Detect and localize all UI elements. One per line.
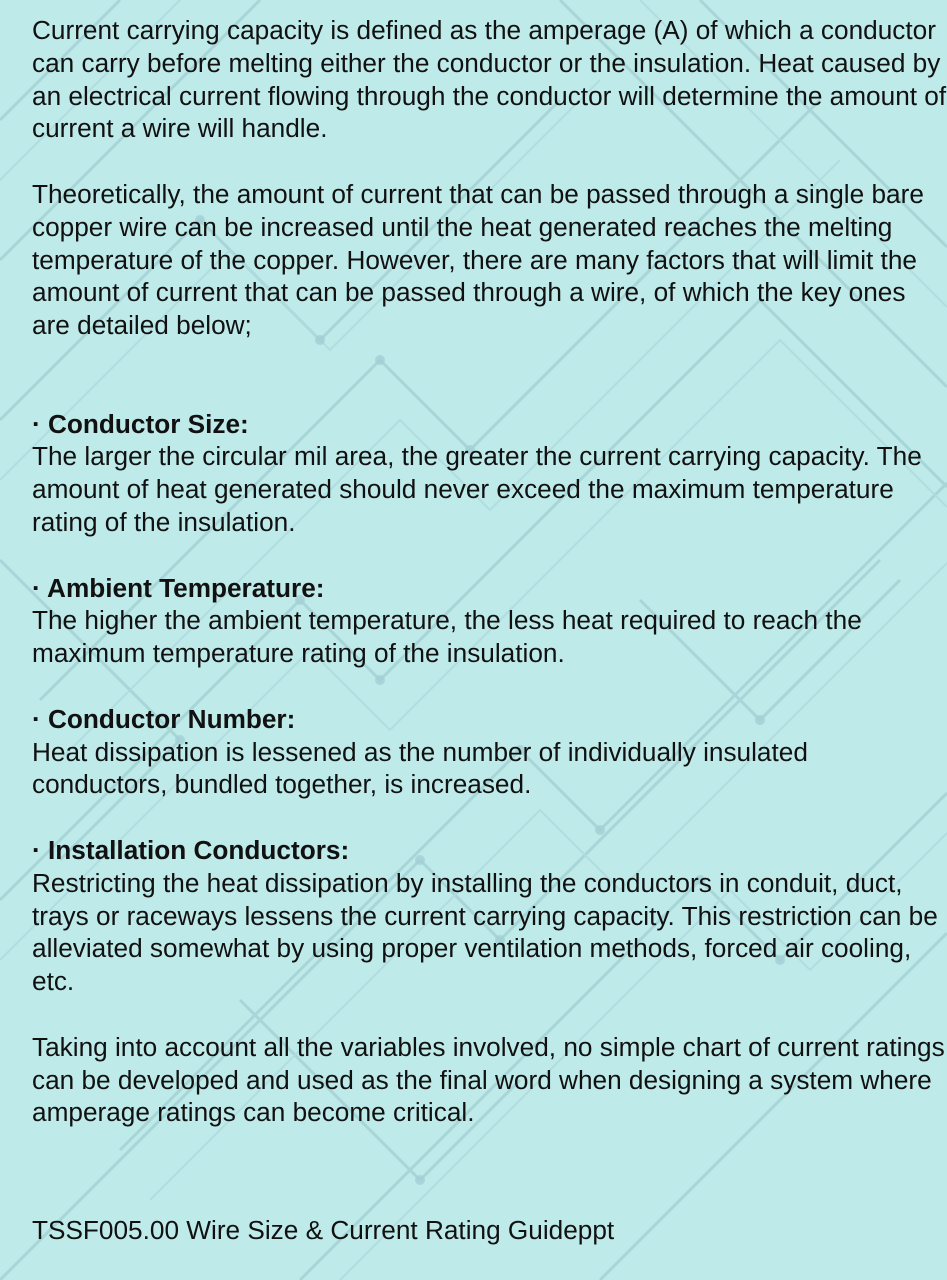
bullet-dot: · (32, 703, 41, 734)
factor-heading (32, 703, 947, 736)
footer-label: TSSF005.00 Wire Size & Current Rating Guideppt (32, 1215, 615, 1245)
factor-title: Conductor Number: (48, 703, 296, 734)
theory-paragraph: Theoretically, the amount of current that can be passed through a single bare copper wire can be increased until the heat generated reaches the melting temperature of the copper. However, there are many factors that will limit the amount of current that can be passed through a wire, of which the key ones are detailed below; (32, 178, 924, 341)
conclusion-paragraph: Taking into account all the variables involved, no simple chart of current ratings can be developed and used as the final word when designing a system where amperage ratings can become critical. (32, 1031, 945, 1128)
factor-title: Conductor Size: (48, 408, 249, 439)
factor-heading (32, 572, 947, 605)
intro-paragraph: Current carrying capacity is defined as the amperage (A) of which a conductor can carry before melting either the conductor or the insulation. Heat caused by an electrical current flowing through the conductor will determine the amount of current a wire will handle. (32, 15, 947, 144)
factor-title: Ambient Temperature: (47, 572, 325, 603)
factor-installation-conductors (32, 834, 947, 998)
bullet-dot: · (32, 408, 41, 439)
factor-body: Restricting the heat dissipation by installing the conductors in conduit, duct, trays or raceways lessens the current carrying capacity. This restriction can be alleviated somewhat by using proper ventilation methods, forced air cooling, etc. (32, 867, 938, 997)
bullet-dot: · (32, 572, 41, 603)
factor-body: Heat dissipation is lessened as the number of individually insulated conductors, bundled together, is increased. (32, 736, 808, 800)
factor-body: The larger the circular mil area, the greater the current carrying capacity. The amount of heat generated should never exceed the maximum temperature rating of the insulation. (32, 441, 922, 537)
factor-ambient-temperature (32, 572, 947, 670)
factor-body: The higher the ambient temperature, the less heat required to reach the maximum temperature rating of the insulation. (32, 605, 862, 669)
document-body (32, 14, 947, 1129)
factor-heading (32, 408, 947, 441)
factor-heading (32, 834, 947, 867)
bullet-dot: · (32, 834, 41, 865)
factor-conductor-number (32, 703, 947, 801)
factor-conductor-size (32, 408, 947, 539)
factor-title: Installation Conductors: (48, 834, 350, 865)
